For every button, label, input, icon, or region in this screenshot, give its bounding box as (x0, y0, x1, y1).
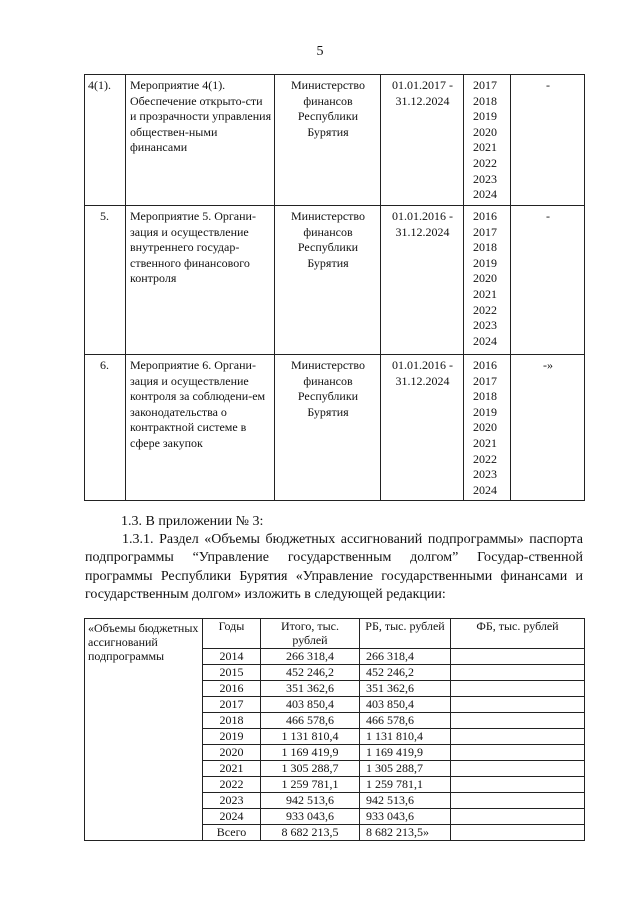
activity-year: 2017 (473, 224, 497, 239)
activity-ministry: Министерство финансов Республики Бурятия (275, 355, 381, 501)
budget-fb (451, 745, 585, 761)
activity-year: 2017 (473, 78, 497, 92)
budget-rb: 452 246,2 (360, 665, 451, 681)
activity-year: 2020 (473, 124, 497, 139)
header-total: Итого, тыс. рублей (261, 619, 360, 649)
budget-year: 2019 (203, 729, 261, 745)
budget-total: 933 043,6 (261, 809, 360, 825)
budget-year: Всего (203, 825, 261, 841)
budget-rb: 942 513,6 (360, 793, 451, 809)
activity-year: 2020 (473, 271, 497, 286)
activity-mark: - (511, 206, 585, 355)
activity-year: 2022 (473, 155, 497, 170)
activity-year: 2022 (473, 302, 497, 317)
activity-row (85, 355, 585, 501)
activity-row (85, 206, 585, 355)
activity-row (85, 75, 585, 206)
budget-rb: 1 131 810,4 (360, 729, 451, 745)
header-years: Годы (203, 619, 261, 649)
activity-year: 2023 (473, 171, 497, 186)
budget-year: 2021 (203, 761, 261, 777)
activity-ministry: Министерство финансов Республики Бурятия (275, 206, 381, 355)
budget-year: 2022 (203, 777, 261, 793)
budget-fb (451, 697, 585, 713)
budget-year: 2020 (203, 745, 261, 761)
activity-year: 2021 (473, 140, 497, 155)
budget-label: «Объемы бюджетных ассигнований подпрограммы (85, 619, 203, 841)
header-fb: ФБ, тыс. рублей (451, 619, 585, 649)
budget-total: 942 513,6 (261, 793, 360, 809)
budget-fb (451, 809, 585, 825)
budget-year: 2023 (203, 793, 261, 809)
budget-year: 2016 (203, 681, 261, 697)
budget-rb: 933 043,6 (360, 809, 451, 825)
activity-number: 5. (85, 206, 126, 355)
activity-year: 2019 (473, 255, 497, 270)
activity-year: 2022 (473, 451, 497, 466)
activity-year: 2020 (473, 420, 497, 435)
activity-period: 01.01.2016 - 31.12.2024 (381, 206, 464, 355)
activity-name: Мероприятие 4(1). Обеспечение открыто-сти и прозрачности управления обществен-ными финансами (126, 75, 275, 206)
budget-rb: 1 169 419,9 (360, 745, 451, 761)
budget-rb: 403 850,4 (360, 697, 451, 713)
budget-year: 2014 (203, 649, 261, 665)
activity-years (464, 206, 511, 355)
page-number: 5 (316, 44, 324, 59)
activity-mark: - (511, 75, 585, 206)
budget-rb: 1 305 288,7 (360, 761, 451, 777)
activity-year: 2021 (473, 435, 497, 450)
budget-year: 2017 (203, 697, 261, 713)
budget-fb (451, 681, 585, 697)
budget-fb (451, 713, 585, 729)
activity-period: 01.01.2017 - 31.12.2024 (381, 75, 464, 206)
budget-fb (451, 729, 585, 745)
activity-year: 2016 (473, 209, 497, 223)
activity-year: 2016 (473, 358, 497, 372)
budget-rb: 266 318,4 (360, 649, 451, 665)
budget-fb (451, 793, 585, 809)
budget-total: 266 318,4 (261, 649, 360, 665)
activity-number: 6. (85, 355, 126, 501)
budget-rb: 466 578,6 (360, 713, 451, 729)
activity-year: 2023 (473, 467, 497, 482)
header-rb: РБ, тыс. рублей (360, 619, 451, 649)
budget-rb: 1 259 781,1 (360, 777, 451, 793)
budget-year: 2024 (203, 809, 261, 825)
activity-year: 2019 (473, 404, 497, 419)
budget-fb (451, 761, 585, 777)
budget-total: 1 169 419,9 (261, 745, 360, 761)
budget-fb (451, 825, 585, 841)
activity-year: 2019 (473, 109, 497, 124)
budget-rb: 8 682 213,5» (360, 825, 451, 841)
amendment-paragraph: 1.3.1. Раздел «Объемы бюджетных ассигнований подпрограммы» паспорта подпрограммы “Управление государственным долгом” Государ-ственной программы Республики Бурятия «Управление государственными финансами и государственным долгом» изложить в следующей редакции: (85, 532, 583, 603)
budget-header-row (85, 619, 585, 649)
budget-total: 1 259 781,1 (261, 777, 360, 793)
activity-year: 2024 (473, 482, 497, 497)
budget-year: 2018 (203, 713, 261, 729)
budget-total: 1 305 288,7 (261, 761, 360, 777)
budget-table (84, 618, 585, 841)
activity-mark: -» (511, 355, 585, 501)
activities-table (84, 74, 585, 501)
activity-period: 01.01.2016 - 31.12.2024 (381, 355, 464, 501)
budget-total: 403 850,4 (261, 697, 360, 713)
activity-year: 2018 (473, 93, 497, 108)
section-heading: 1.3. В приложении № 3: (121, 514, 264, 529)
activity-ministry: Министерство финансов Республики Бурятия (275, 75, 381, 206)
budget-rb: 351 362,6 (360, 681, 451, 697)
activity-year: 2024 (473, 187, 497, 202)
budget-total: 8 682 213,5 (261, 825, 360, 841)
budget-total: 466 578,6 (261, 713, 360, 729)
budget-fb (451, 649, 585, 665)
activity-year: 2018 (473, 240, 497, 255)
activity-year: 2021 (473, 286, 497, 301)
budget-fb (451, 665, 585, 681)
budget-total: 351 362,6 (261, 681, 360, 697)
activity-year: 2023 (473, 318, 497, 333)
budget-total: 452 246,2 (261, 665, 360, 681)
activity-year: 2018 (473, 389, 497, 404)
budget-fb (451, 777, 585, 793)
budget-year: 2015 (203, 665, 261, 681)
activity-years (464, 355, 511, 501)
activity-year: 2017 (473, 373, 497, 388)
activity-name: Мероприятие 5. Органи-зация и осуществление внутреннего государ-ственного финансового контроля (126, 206, 275, 355)
activity-years (464, 75, 511, 206)
activity-number: 4(1). (85, 75, 126, 206)
activity-name: Мероприятие 6. Органи-зация и осуществление контроля за соблюдени-ем законодательства о контрактной системе в сфере закупок (126, 355, 275, 501)
budget-total: 1 131 810,4 (261, 729, 360, 745)
activity-year: 2024 (473, 333, 497, 348)
